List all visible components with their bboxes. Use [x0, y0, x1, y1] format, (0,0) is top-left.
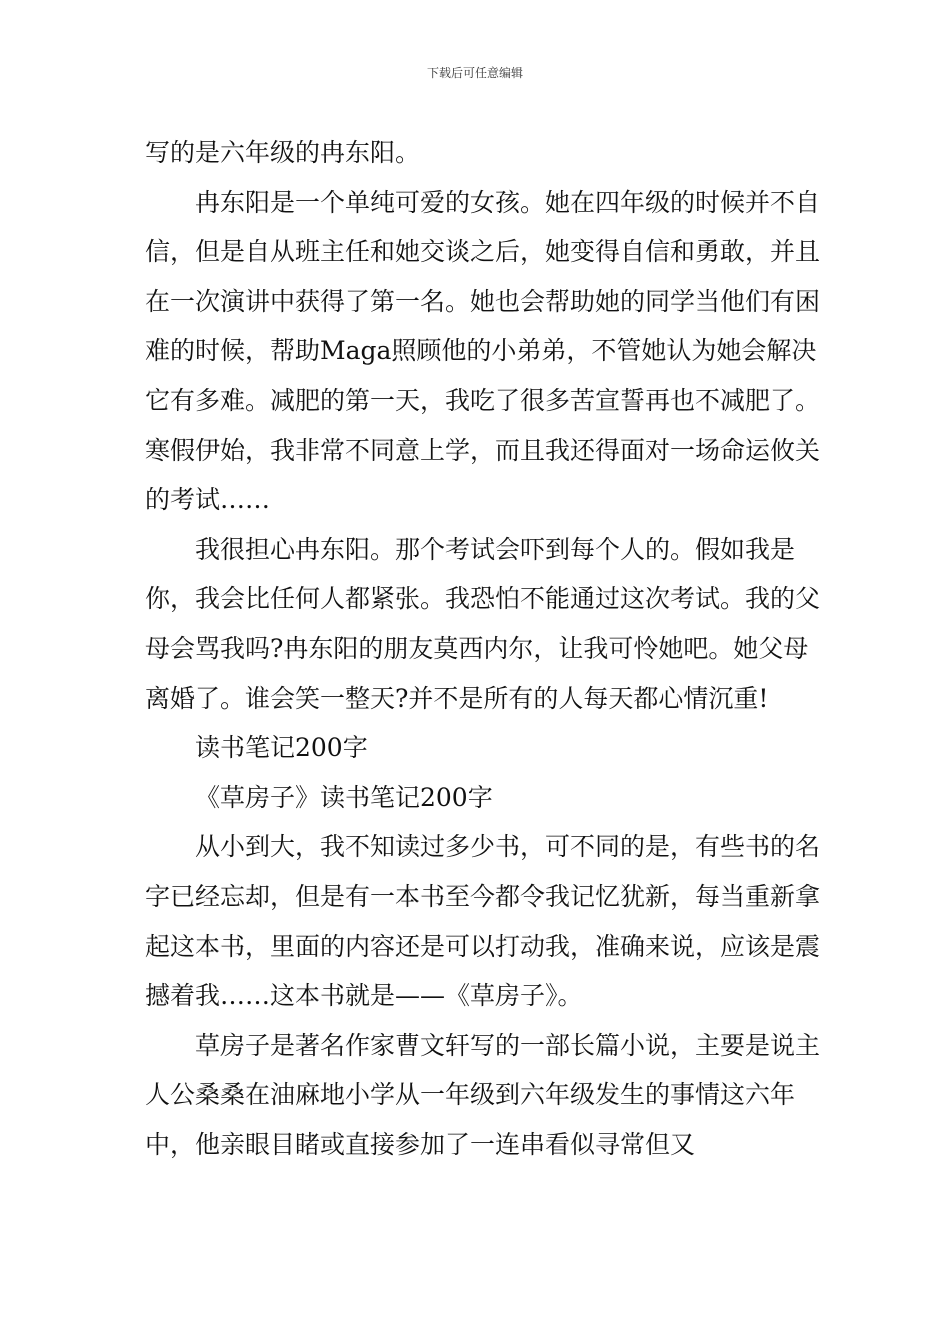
- article-title: 《草房子》读书笔记200字: [195, 782, 493, 812]
- paragraph: 冉东阳是一个单纯可爱的女孩。她在四年级的时候并不自信，但是自从班主任和她交谈之后，她变得自信和勇敢，并且在一次演讲中获得了第一名。她也会帮助她的同学当他们有困难的时候，帮助Maga照顾他的小弟弟，不管她认为她会解决它有多难。减肥的第一天，我吃了很多苦宣誓再也不减肥了。寒假伊始，我非常不同意上学，而且我还得面对一场命运攸关的考试……: [145, 187, 821, 515]
- paragraph: 从小到大，我不知读过多少书，可不同的是，有些书的名字已经忘却，但是有一本书至今都令我记忆犹新，每当重新拿起这本书，里面的内容还是可以打动我，准确来说，应该是震撼着我……这本书就是——《草房子》。: [145, 832, 821, 1011]
- section-heading: 读书笔记200字: [195, 733, 368, 763]
- paragraph: 我很担心冉东阳。那个考试会吓到每个人的。假如我是你，我会比任何人都紧张。我恐怕不能通过这次考试。我的父母会骂我吗?冉东阳的朋友莫西内尔，让我可怜她吧。她父母离婚了。谁会笑一整天?并不是所有的人每天都心情沉重!: [145, 534, 821, 713]
- paragraph-continuation: 写的是六年级的冉东阳。: [145, 138, 421, 167]
- paragraph: 草房子是著名作家曹文轩写的一部长篇小说，主要是说主人公桑桑在油麻地小学从一年级到六年级发生的事情这六年中，他亲眼目睹或直接参加了一连串看似寻常但又: [145, 1030, 821, 1159]
- document-body: [145, 128, 825, 1169]
- page-header-note: 下载后可任意编辑: [426, 66, 523, 80]
